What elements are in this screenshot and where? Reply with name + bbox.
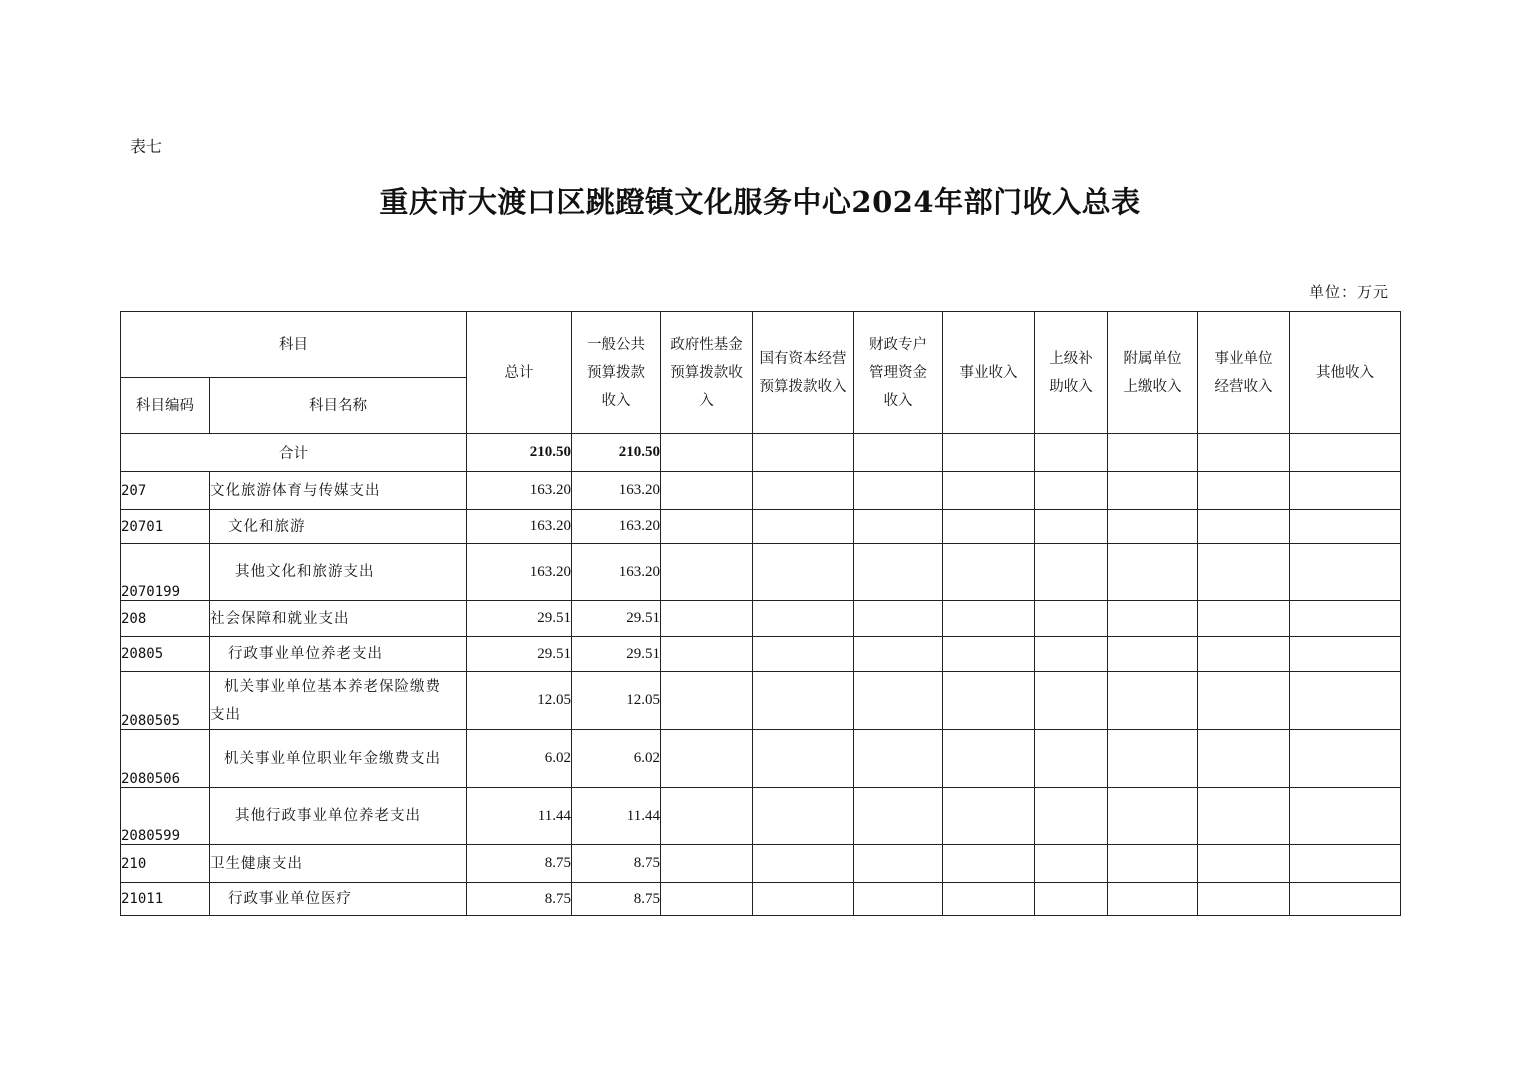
table-row xyxy=(121,672,1401,730)
header-affiliated-payment: 附属单位上缴收入 xyxy=(1108,312,1198,434)
subject-name: 文化旅游体育与传媒支出 xyxy=(210,472,467,510)
row-total: 8.75 xyxy=(467,883,572,916)
subject-code: 210 xyxy=(121,845,210,883)
subject-name: 卫生健康支出 xyxy=(210,845,467,883)
row-general-budget: 11.44 xyxy=(572,788,661,845)
subject-code: 207 xyxy=(121,472,210,510)
subject-code: 20805 xyxy=(121,637,210,672)
subject-name: 其他文化和旅游支出 xyxy=(210,544,467,601)
table-row xyxy=(121,601,1401,637)
table-row xyxy=(121,510,1401,544)
subject-name: 行政事业单位养老支出 xyxy=(210,637,467,672)
header-higher-subsidy: 上级补助收入 xyxy=(1035,312,1108,434)
header-special-fund: 财政专户管理资金收入 xyxy=(854,312,943,434)
table-row xyxy=(121,845,1401,883)
header-state-capital: 国有资本经营预算拨款收入 xyxy=(753,312,854,434)
row-total: 29.51 xyxy=(467,601,572,637)
subject-code: 2080506 xyxy=(121,730,210,788)
row-general-budget: 8.75 xyxy=(572,845,661,883)
header-subject: 科目 xyxy=(121,312,467,378)
unit-label: 单位：万元 xyxy=(1308,283,1389,301)
subject-name: 行政事业单位医疗 xyxy=(210,883,467,916)
table-row xyxy=(121,637,1401,672)
subject-code: 2080505 xyxy=(121,672,210,730)
row-general-budget: 8.75 xyxy=(572,883,661,916)
header-subject-name: 科目名称 xyxy=(210,378,467,434)
subject-name: 社会保障和就业支出 xyxy=(210,601,467,637)
table-row xyxy=(121,883,1401,916)
subject-code: 208 xyxy=(121,601,210,637)
totals-total: 210.50 xyxy=(467,434,572,472)
row-total: 163.20 xyxy=(467,472,572,510)
subject-code: 2080599 xyxy=(121,788,210,845)
table-row xyxy=(121,788,1401,845)
header-business-income: 事业收入 xyxy=(943,312,1035,434)
totals-row xyxy=(121,434,1401,472)
table-row xyxy=(121,472,1401,510)
totals-label: 合计 xyxy=(121,434,467,472)
row-general-budget: 29.51 xyxy=(572,601,661,637)
row-total: 8.75 xyxy=(467,845,572,883)
row-total: 163.20 xyxy=(467,510,572,544)
header-business-operation: 事业单位经营收入 xyxy=(1198,312,1290,434)
subject-code: 2070199 xyxy=(121,544,210,601)
row-total: 163.20 xyxy=(467,544,572,601)
row-general-budget: 12.05 xyxy=(572,672,661,730)
row-total: 11.44 xyxy=(467,788,572,845)
subject-name: 机关事业单位基本养老保险缴费支出 xyxy=(210,672,467,730)
row-general-budget: 163.20 xyxy=(572,544,661,601)
income-summary-table xyxy=(120,311,1401,916)
subject-name: 文化和旅游 xyxy=(210,510,467,544)
header-subject-code: 科目编码 xyxy=(121,378,210,434)
header-gov-fund: 政府性基金预算拨款收入 xyxy=(661,312,753,434)
subject-code: 20701 xyxy=(121,510,210,544)
subject-name: 其他行政事业单位养老支出 xyxy=(210,788,467,845)
row-total: 29.51 xyxy=(467,637,572,672)
row-total: 6.02 xyxy=(467,730,572,788)
totals-general-budget: 210.50 xyxy=(572,434,661,472)
table-row xyxy=(121,730,1401,788)
row-general-budget: 163.20 xyxy=(572,472,661,510)
subject-code: 21011 xyxy=(121,883,210,916)
row-general-budget: 6.02 xyxy=(572,730,661,788)
row-general-budget: 29.51 xyxy=(572,637,661,672)
header-general-budget: 一般公共预算拨款收入 xyxy=(572,312,661,434)
row-general-budget: 163.20 xyxy=(572,510,661,544)
table-number-label: 表七 xyxy=(130,137,163,156)
subject-name: 机关事业单位职业年金缴费支出 xyxy=(210,730,467,788)
row-total: 12.05 xyxy=(467,672,572,730)
document-title: 重庆市大渡口区跳蹬镇文化服务中心2024年部门收入总表 xyxy=(379,185,1141,219)
header-total: 总计 xyxy=(467,312,572,434)
header-other-income: 其他收入 xyxy=(1290,312,1401,434)
table-row xyxy=(121,544,1401,601)
